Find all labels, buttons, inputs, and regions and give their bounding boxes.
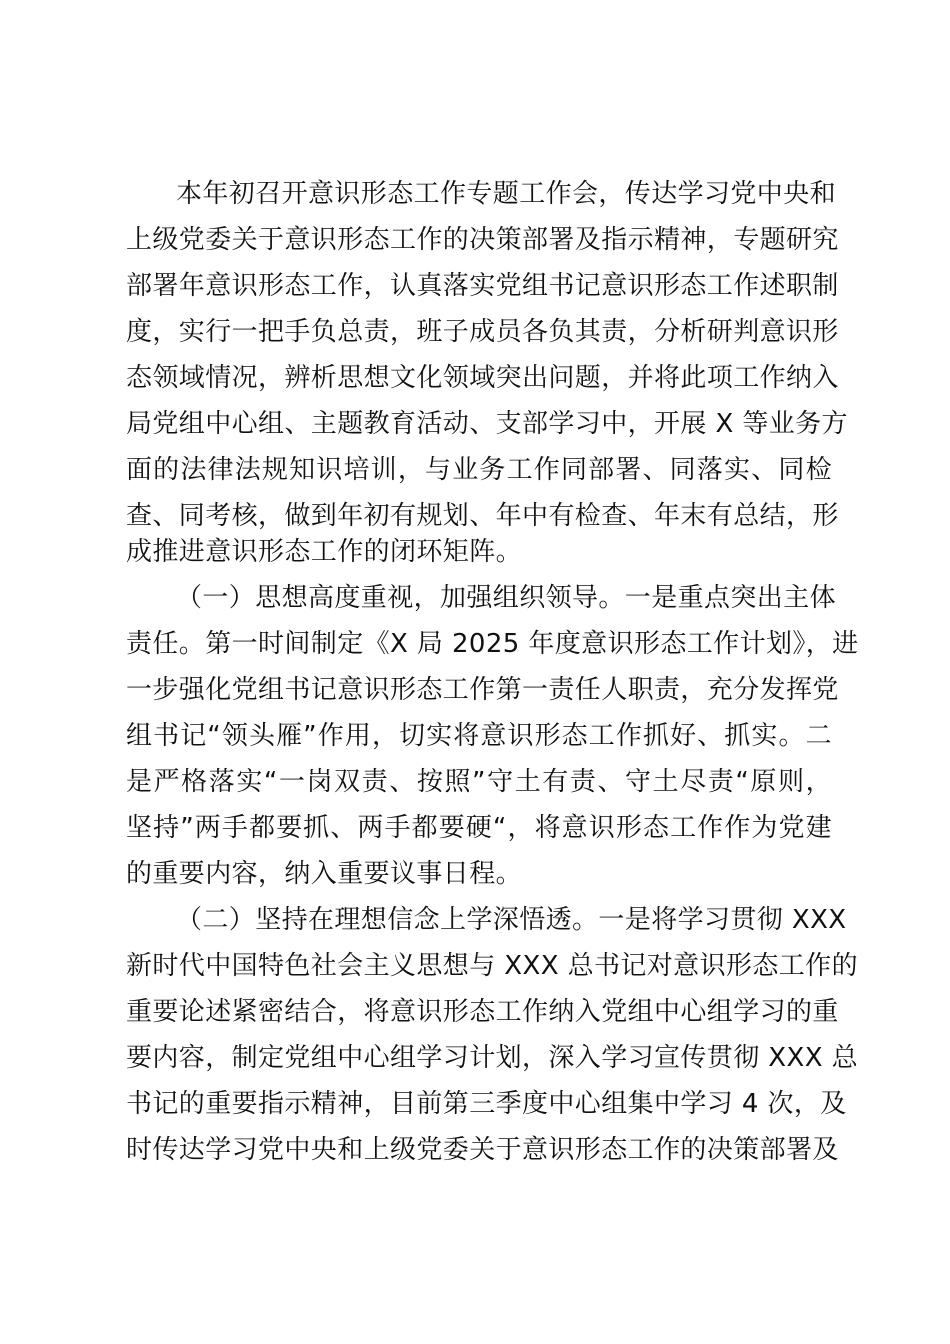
- paragraph-1-line-8: 查、同考核，做到年初有规划、年中有检查、年末有总结，形: [126, 501, 839, 531]
- paragraph-1-line-5: 态领域情况，辨析思想文化领域突出问题，并将此项工作纳入: [126, 363, 839, 393]
- paragraph-1-line-1: 本年初召开意识形态工作专题工作会，传达学习党中央和: [176, 179, 837, 209]
- paragraph-1-line-7: 面的法律法规知识培训，与业务工作同部署、同落实、同检: [126, 455, 832, 485]
- paragraph-2-line-1: （一）思想高度重视，加强组织领导。一是重点突出主体: [176, 583, 837, 613]
- paragraph-2-line-2: 责任。第一时间制定《X 局 2025 年度意识形态工作计划》，进: [126, 629, 859, 659]
- paragraph-2-line-4: 组书记“领头雁”作用，切实将意识形态工作抓好、抓实。二: [126, 721, 832, 751]
- paragraph-3-line-4: 要内容，制定党组中心组学习计划，深入学习宣传贯彻 XXX 总: [126, 1043, 858, 1073]
- paragraph-3-line-2: 新时代中国特色社会主义思想与 XXX 总书记对意识形态工作的: [126, 951, 858, 981]
- paragraph-1-line-6: 局党组中心组、主题教育活动、支部学习中，开展 X 等业务方: [126, 409, 848, 439]
- paragraph-3-line-5: 书记的重要指示精神，目前第三季度中心组集中学习 4 次，及: [126, 1089, 847, 1119]
- paragraph-2-line-5: 是严格落实“一岗双责、按照”守土有责、守土尽责“原则，: [126, 767, 832, 797]
- paragraph-1-line-3: 部署年意识形态工作，认真落实党组书记意识形态工作述职制: [126, 271, 839, 301]
- paragraph-1-line-9: 成推进意识形态工作的闭环矩阵。: [126, 537, 523, 567]
- paragraph-1-line-4: 度，实行一把手负总责，班子成员各负其责，分析研判意识形: [126, 317, 839, 347]
- paragraph-3-line-6: 时传达学习党中央和上级党委关于意识形态工作的决策部署及: [126, 1135, 839, 1165]
- paragraph-1-line-2: 上级党委关于意识形态工作的决策部署及指示精神，专题研究: [126, 225, 839, 255]
- paragraph-2-line-7: 的重要内容，纳入重要议事日程。: [126, 859, 523, 889]
- paragraph-2-line-3: 一步强化党组书记意识形态工作第一责任人职责，充分发挥党: [126, 675, 839, 705]
- paragraph-3-line-3: 重要论述紧密结合，将意识形态工作纳入党组中心组学习的重: [126, 997, 839, 1027]
- paragraph-3-line-1: （二）坚持在理想信念上学深悟透。一是将学习贯彻 XXX: [176, 905, 847, 935]
- paragraph-2-line-6: 坚持”两手都要抓、两手都要硬“，将意识形态工作作为党建: [126, 813, 832, 843]
